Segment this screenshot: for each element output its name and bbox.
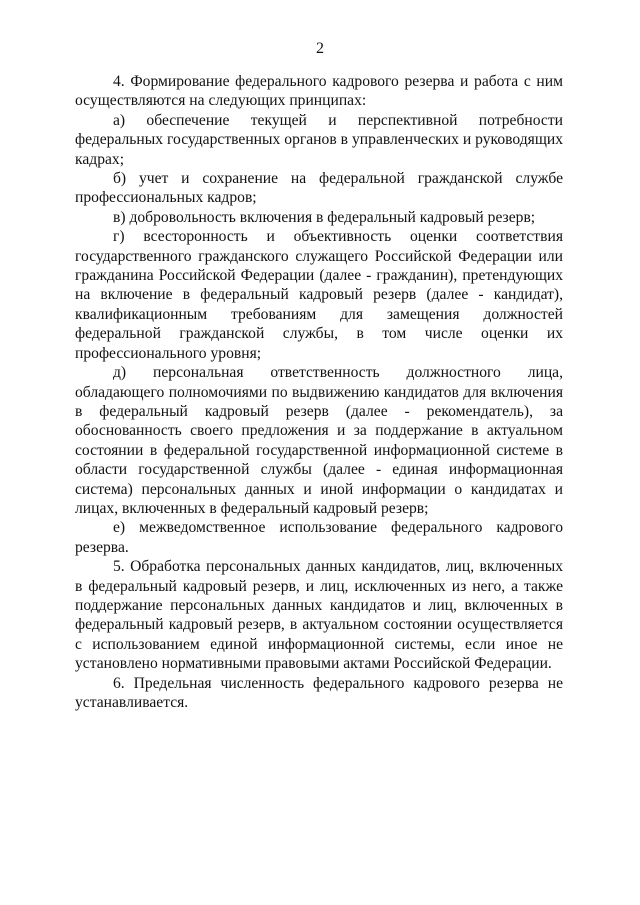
paragraph-subitem-b: б) учет и сохранение на федеральной гражданской службе профессиональных кадров; (75, 170, 563, 207)
paragraph-subitem-g: г) всесторонность и объективность оценки соответствия государственного гражданского служащего Российской Федерации или гражданина Российской Федерации (далее - гражданин), претендующих на включение в федеральный кадровый резерв (далее - кандидат), квалификационным требованиям для замещения должностей федеральной гражданской службы, в том числе оценки их профессионального уровня; (75, 228, 563, 362)
document-body (75, 72, 563, 712)
paragraph-subitem-e: е) межведомственное использование федерального кадрового резерва. (75, 519, 563, 556)
paragraph-subitem-v: в) добровольность включения в федеральный кадровый резерв; (113, 208, 536, 226)
paragraph-subitem-a: а) обеспечение текущей и перспективной потребности федеральных государственных органов в управленческих и руководящих кадрах; (75, 111, 563, 168)
paragraph-item-6: 6. Предельная численность федерального кадрового резерва не устанавливается. (75, 674, 563, 711)
paragraph-subitem-d: д) персональная ответственность должностного лица, обладающего полномочиями по выдвижению кандидатов для включения в федеральный кадровый резерв (далее - рекомендатель), за обоснованность своего предложения и за поддержание в актуальном состоянии в федеральной государственной информационной системе в области государственной службы (далее - единая информационная система) персональных данных и иной информации о кандидатах и лицах, включенных в федеральный кадровый резерв; (75, 364, 563, 517)
page-number: 2 (316, 40, 324, 57)
paragraph-item-5: 5. Обработка персональных данных кандидатов, лиц, включенных в федеральный кадровый резерв, и лиц, исключенных из него, а также поддержание персональных данных кандидатов и лиц, включенных в федеральный кадровый резерв, в актуальном состоянии осуществляется с использованием единой информационной системы, если иное не установлено нормативными правовыми актами Российской Федерации. (75, 558, 563, 673)
paragraph-item-4: 4. Формирование федерального кадрового резерва и работа с ним осуществляются на следующих принципах: (75, 73, 563, 110)
